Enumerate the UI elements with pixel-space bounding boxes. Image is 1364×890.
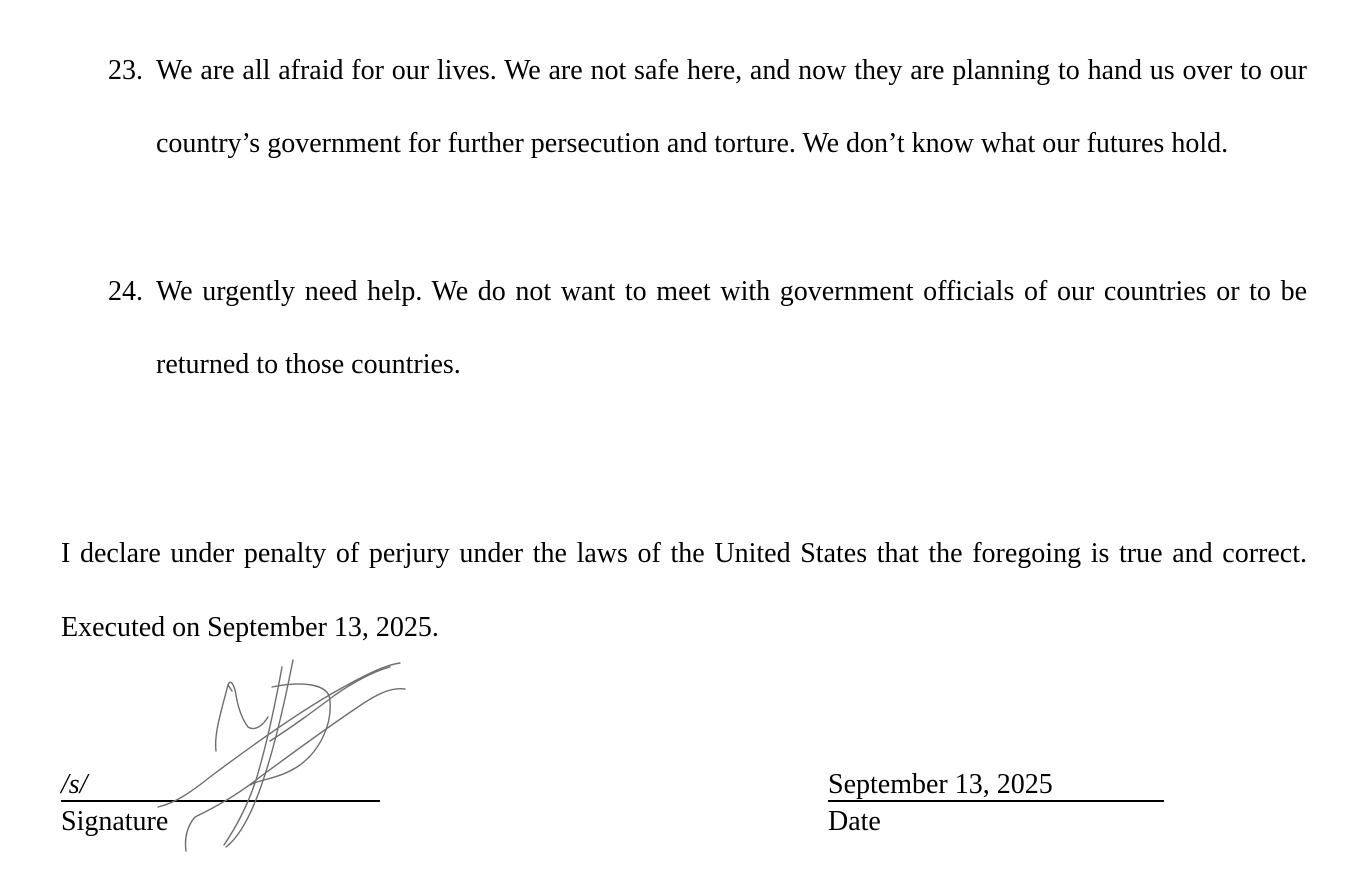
paragraph-23: [108, 34, 1307, 180]
signature-label: Signature: [61, 806, 169, 837]
paragraph-24: [108, 255, 1307, 401]
date-line: [828, 770, 1164, 802]
handwritten-signature: [150, 655, 410, 855]
perjury-declaration: I declare under penalty of perjury under the laws of the United States that the foregoing is true and correct. Executed on September 13, 2025.: [61, 538, 1307, 643]
paragraph-number: 24.: [108, 276, 143, 307]
date-label: Date: [828, 806, 881, 837]
date-value: September 13, 2025: [828, 769, 1053, 800]
paragraph-number: 23.: [108, 55, 143, 86]
paragraph-text: We are all afraid for our lives. We are not safe here, and now they are planning to hand us over to our country’s government for further persecution and torture. We don’t know what our futures hold.: [156, 55, 1307, 159]
signature-mark: /s/: [61, 769, 88, 800]
paragraph-text: We urgently need help. We do not want to meet with government officials of our countries or to be returned to those countries.: [156, 276, 1307, 380]
